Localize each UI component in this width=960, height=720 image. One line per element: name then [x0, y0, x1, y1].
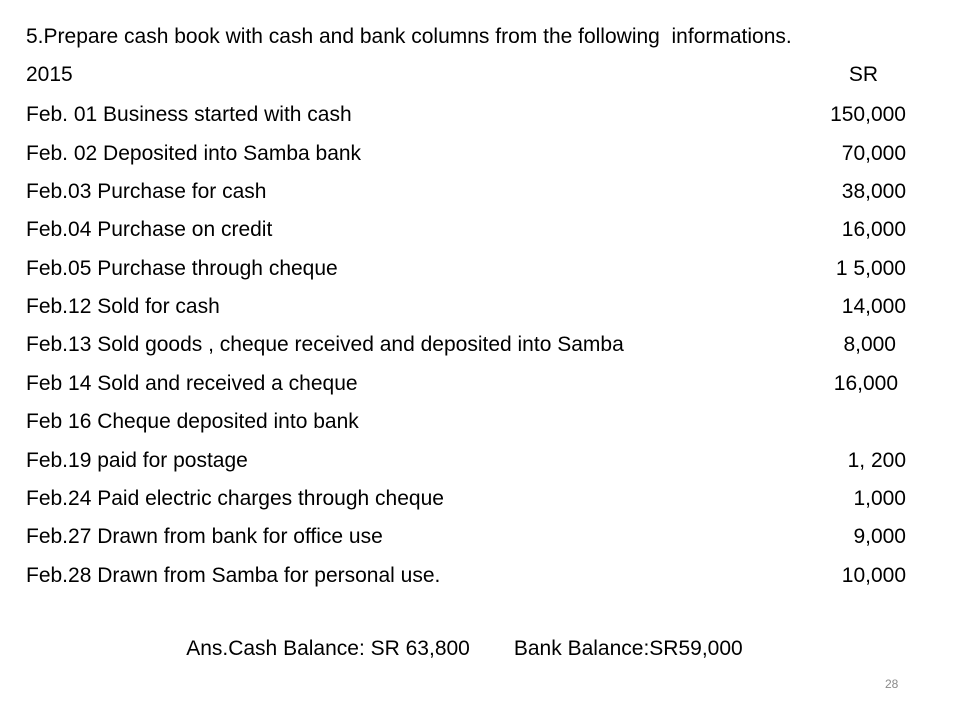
- transaction-amount: 16,000: [833, 372, 898, 395]
- header-row: [26, 58, 906, 92]
- transaction-row: [26, 137, 906, 171]
- transaction-description: Feb.05 Purchase through cheque: [26, 257, 338, 280]
- transaction-row: [26, 175, 906, 209]
- transaction-description: Feb.03 Purchase for cash: [26, 180, 267, 203]
- year-label: 2015: [26, 63, 73, 86]
- transaction-description: Feb.13 Sold goods , cheque received and deposited into Samba: [26, 333, 624, 356]
- page-number: 28: [885, 677, 899, 691]
- transaction-row: [26, 482, 906, 516]
- bank-balance: Bank Balance:SR59,000: [513, 637, 743, 660]
- transaction-amount: 8,000: [843, 333, 896, 356]
- transaction-amount: 1,000: [853, 487, 906, 510]
- transaction-description: Feb 16 Cheque deposited into bank: [26, 410, 359, 433]
- transaction-description: Feb 14 Sold and received a cheque: [26, 372, 358, 395]
- transaction-amount: 38,000: [841, 180, 906, 203]
- transaction-amount: 14,000: [841, 295, 906, 318]
- transaction-row: [26, 213, 906, 247]
- transaction-description: Feb. 01 Business started with cash: [26, 103, 352, 126]
- transaction-row: [26, 520, 906, 554]
- transaction-amount: 1, 200: [847, 449, 906, 472]
- transaction-row: [26, 252, 906, 286]
- transaction-amount: 10,000: [841, 564, 906, 587]
- transaction-description: Feb.27 Drawn from bank for office use: [26, 525, 383, 548]
- answer-line: [164, 598, 743, 660]
- transaction-row: [26, 98, 906, 132]
- transaction-amount: 1 5,000: [835, 257, 906, 280]
- transaction-row: [26, 559, 906, 593]
- question-heading: [26, 20, 906, 54]
- transaction-row: [26, 328, 906, 362]
- transaction-description: Feb. 02 Deposited into Samba bank: [26, 142, 362, 165]
- transaction-amount: 70,000: [841, 142, 906, 165]
- cash-balance: Ans.Cash Balance: SR 63,800: [186, 637, 470, 660]
- transaction-row: [26, 290, 906, 324]
- question-text: 5.Prepare cash book with cash and bank columns from the following informations.: [26, 25, 792, 48]
- transaction-description: Feb.19 paid for postage: [26, 449, 248, 472]
- transaction-description: Feb.12 Sold for cash: [26, 295, 220, 318]
- transaction-row: [26, 405, 906, 439]
- transaction-amount: 9,000: [853, 525, 906, 548]
- transaction-row: [26, 367, 906, 401]
- transaction-description: Feb.04 Purchase on credit: [26, 218, 273, 241]
- transaction-amount: 150,000: [830, 103, 906, 126]
- transaction-description: Feb.24 Paid electric charges through cheque: [26, 487, 444, 510]
- transaction-amount: 16,000: [841, 218, 906, 241]
- transaction-description: Feb.28 Drawn from Samba for personal use.: [26, 564, 441, 587]
- transaction-row: [26, 444, 906, 478]
- currency-label: SR: [848, 63, 878, 86]
